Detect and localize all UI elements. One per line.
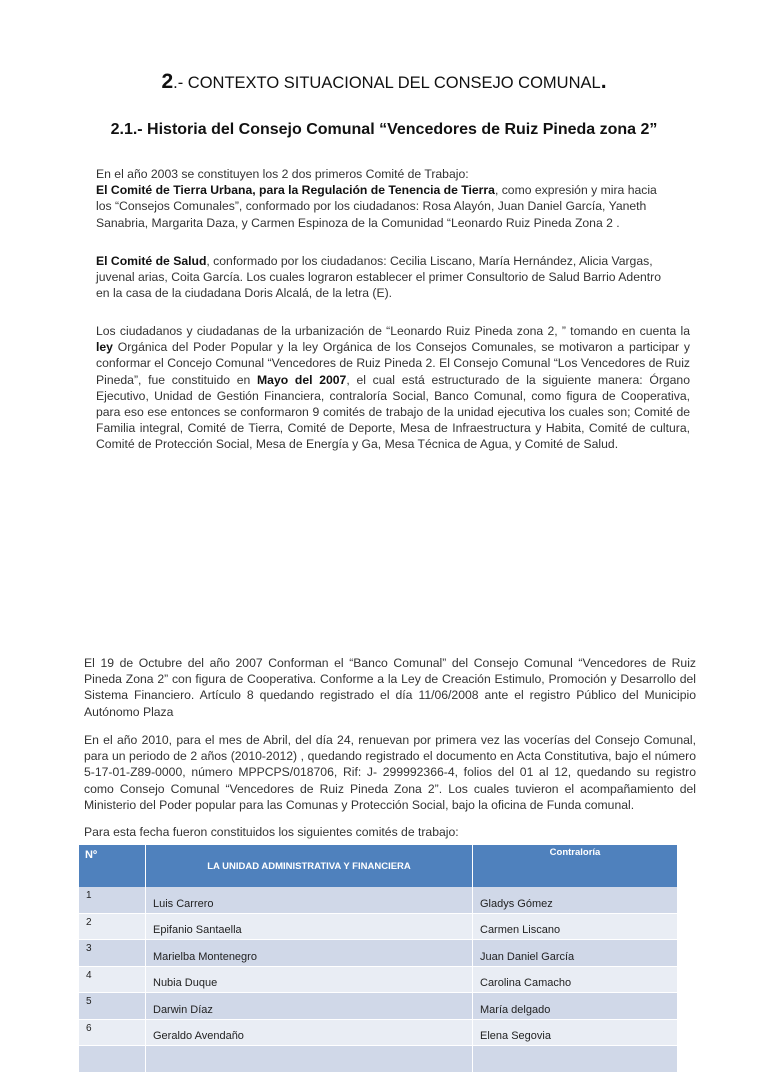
paragraph-comite-salud (96, 253, 696, 302)
paragraph-line (96, 182, 696, 198)
table-header-row (79, 845, 678, 887)
paragraph-comites-intro: Para esta fecha fueron constituidos los siguientes comités de trabajo: (84, 825, 459, 839)
unidad-member: Nubia Duque (146, 966, 473, 993)
bold-text: ley (96, 340, 113, 355)
paragraph-text: , conformado por los ciudadanos: Cecilia Liscano, María Hernández, Alicia Vargas, (206, 254, 653, 268)
paragraph-line: juvenal arias, Coita García. Los cuales lograron establecer el primer Consultorio de Salud Barrio Adentro (96, 270, 661, 285)
row-number (79, 1046, 146, 1073)
paragraph-text: Los ciudadanos y ciudadanas de la urbanización de “Leonardo Ruiz Pineda zona 2, ” tomando en cuenta la (96, 324, 690, 338)
contraloria-member: Carolina Camacho (473, 966, 678, 993)
unidad-member: Epifanio Santaella (146, 913, 473, 940)
contraloria-member: María delgado (473, 993, 678, 1020)
unidad-member: Marielba Montenegro (146, 940, 473, 967)
table-row (79, 993, 678, 1020)
table-row (79, 887, 678, 913)
section-title-dot: . (600, 70, 607, 93)
table-row (79, 913, 678, 940)
paragraph-line: Sanabria, Margarita Daza, y Carmen Espinoza de la Comunidad “Leonardo Ruiz Pineda Zona 2 . (96, 215, 620, 230)
row-number: 4 (79, 966, 146, 993)
contraloria-member: Carmen Liscano (473, 913, 678, 940)
paragraph-text: , como expresión y mira hacia (494, 183, 657, 198)
column-header-number: Nº (79, 845, 146, 887)
bold-text: El Comité de Salud (96, 254, 207, 268)
unidad-member: Geraldo Avendaño (146, 1019, 473, 1046)
contraloria-member: Elena Segovia (473, 1019, 678, 1046)
paragraph-banco-comunal: El 19 de Octubre del año 2007 Conforman el “Banco Comunal” del Consejo Comunal “Vencedores de Ruiz Pineda Zona 2” con figura de Cooperativa. Conforme a la Ley de Creación Estimulo, Promoción y Desarrollo del Sistema Financiero. Artículo 8 quedando registrado el día 11/06/2008 ante el registro Público del Municipio Autónomo Plaza (84, 656, 696, 719)
committees-table (79, 845, 678, 1073)
section-title (0, 70, 768, 94)
paragraph-text: , el cual está estructurado de la siguiente manera: Órgano Ejecutivo, Unidad de Gestión Financiera, contraloría Social, Banco Comunal, como figura de Cooperativa, para eso ese entonces se conformaron 9 comités de trabajo de la unidad ejecutiva los cuales son; Comité de Familia integral, Comité de Tierra, Comité de Deporte, Mesa de Infraestructura y Habita, Comité de cultura, Comité de Protección Social, Mesa de Energía y Ga, Mesa Técnica de Agua, y Comité de Salud. (96, 372, 690, 452)
paragraph-line: en la casa de la ciudadana Doris Alcalá, de la letra (E). (96, 286, 393, 301)
paragraph-text: Orgánica del Poder Popular y la ley Orgánica de los Consejos Comunales, se motivaron a participar y conformar el Concejo Comunal “Vencedores de Ruiz Pineda 2. El Consejo Comunal “Los Vencedores de Ruiz Pineda”, fue constituido en (96, 340, 690, 387)
section-number: 2 (161, 70, 174, 93)
table-row (79, 1019, 678, 1046)
paragraph-comite-tierra (96, 166, 696, 231)
contraloria-member (473, 1046, 678, 1073)
unidad-member: Luis Carrero (146, 887, 473, 913)
bold-text: El Comité de Tierra Urbana, para la Regulación de Tenencia de Tierra (96, 183, 495, 198)
column-header-contraloria: Contraloría (473, 845, 678, 887)
row-number: 2 (79, 913, 146, 940)
column-header-unidad: LA UNIDAD ADMINISTRATIVA Y FINANCIERA (146, 845, 473, 887)
subsection-title: 2.1.- Historia del Consejo Comunal “Vencedores de Ruiz Pineda zona 2” (110, 121, 658, 138)
table-row (79, 966, 678, 993)
table-row (79, 940, 678, 967)
paragraph-line: En el año 2003 se constituyen los 2 dos primeros Comité de Trabajo: (96, 167, 469, 181)
row-number: 1 (79, 887, 146, 913)
row-number: 5 (79, 993, 146, 1020)
paragraph-line: los “Consejos Comunales”, conformado por los ciudadanos: Rosa Alayón, Juan Daniel García, Yaneth (96, 199, 647, 214)
table-row (79, 1046, 678, 1073)
paragraph-renovacion: En el año 2010, para el mes de Abril, del día 24, renuevan por primera vez las vocerías del Consejo Comunal, para un periodo de 2 años (2010-2012) , quedando registrado el documento en Acta Constitutiva, bajo el número 5-17-01-Z89-0000, número MPPCPS/018706, Rif: J- 299992366-4, folios del 01 al 12, quedando su registro como Consejo Comunal “Vencedores de Ruiz Pineda Zona 2”. Los cuales tuvieron el acompañamiento del Ministerio del Poder popular para las Comunas y Protección Social, bajo la oficina de Funda comunal. (84, 733, 696, 812)
row-number: 3 (79, 940, 146, 967)
paragraph-historia (96, 323, 690, 453)
paragraph-line (96, 253, 696, 269)
row-number: 6 (79, 1019, 146, 1046)
contraloria-member: Gladys Gómez (473, 887, 678, 913)
section-title-text: .- CONTEXTO SITUACIONAL DEL CONSEJO COMUNAL (173, 74, 601, 92)
contraloria-member: Juan Daniel García (473, 940, 678, 967)
bold-text: Mayo del 2007 (257, 372, 347, 387)
unidad-member (146, 1046, 473, 1073)
unidad-member: Darwin Díaz (146, 993, 473, 1020)
